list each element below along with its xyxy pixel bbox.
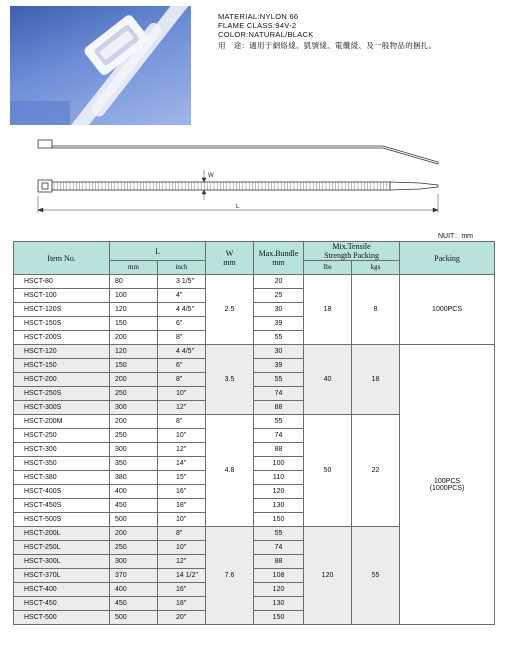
header-l-mm: mm: [110, 261, 158, 275]
bundle-cell: 74: [254, 541, 304, 555]
bundle-cell: 88: [254, 555, 304, 569]
bundle-cell: 20: [254, 275, 304, 289]
length-mm-cell: 400: [110, 485, 158, 499]
width-cell: 7.6: [206, 527, 254, 625]
header-tensile-line2: Strength Packing: [324, 251, 379, 260]
tensile-lbs-cell: 40: [304, 345, 352, 415]
item-no-cell: HSCT-370L: [14, 569, 110, 583]
length-mm-cell: 250: [110, 541, 158, 555]
length-inch-cell: 8": [158, 373, 206, 387]
length-mm-cell: 150: [110, 359, 158, 373]
bundle-cell: 39: [254, 359, 304, 373]
cable-tie-drawing: [28, 136, 448, 216]
bundle-cell: 130: [254, 597, 304, 611]
item-no-cell: HSCT-500S: [14, 513, 110, 527]
item-no-cell: HSCT-300S: [14, 401, 110, 415]
bundle-cell: 120: [254, 583, 304, 597]
length-inch-cell: 15": [158, 471, 206, 485]
length-mm-cell: 200: [110, 415, 158, 429]
item-no-cell: HSCT-250S: [14, 387, 110, 401]
item-no-cell: HSCT-120S: [14, 303, 110, 317]
spec-text: [218, 12, 436, 50]
header-max-bundle: [254, 242, 304, 275]
length-inch-cell: 4 4/5": [158, 303, 206, 317]
bundle-cell: 55: [254, 373, 304, 387]
length-mm-cell: 150: [110, 317, 158, 331]
length-inch-cell: 12": [158, 443, 206, 457]
item-no-cell: HSCT-150S: [14, 317, 110, 331]
length-inch-cell: 10": [158, 541, 206, 555]
tensile-kgs-cell: 8: [352, 275, 400, 345]
material-line: MATERIAL:NYLON 66: [218, 12, 299, 21]
length-mm-cell: 380: [110, 471, 158, 485]
table-row: [14, 275, 495, 289]
length-mm-cell: 120: [110, 345, 158, 359]
item-no-cell: HSCT-100: [14, 289, 110, 303]
length-inch-cell: 3 1/5": [158, 275, 206, 289]
item-no-cell: HSCT-300L: [14, 555, 110, 569]
length-mm-cell: 500: [110, 611, 158, 625]
length-inch-cell: 18": [158, 499, 206, 513]
packing-line2: (1000PCS): [429, 484, 465, 492]
length-inch-cell: 10": [158, 429, 206, 443]
top-view: [38, 180, 438, 192]
length-inch-cell: 18": [158, 597, 206, 611]
item-no-cell: HSCT-120: [14, 345, 110, 359]
length-mm-cell: 100: [110, 289, 158, 303]
item-no-cell: HSCT-200S: [14, 331, 110, 345]
length-inch-cell: 10": [158, 513, 206, 527]
item-no-cell: HSCT-450S: [14, 499, 110, 513]
tensile-lbs-cell: 50: [304, 415, 352, 527]
bundle-cell: 55: [254, 527, 304, 541]
header-w: [206, 242, 254, 275]
item-no-cell: HSCT-200L: [14, 527, 110, 541]
packing-cell: [400, 345, 495, 625]
length-inch-cell: 8": [158, 527, 206, 541]
item-no-cell: HSCT-380: [14, 471, 110, 485]
bundle-cell: 88: [254, 401, 304, 415]
length-mm-cell: 400: [110, 583, 158, 597]
flame-class-line: FLAME CLASS:94V-2: [218, 21, 297, 30]
bundle-cell: 150: [254, 513, 304, 527]
packing-cell: 1000PCS: [400, 275, 495, 345]
length-mm-cell: 300: [110, 555, 158, 569]
length-mm-cell: 350: [110, 457, 158, 471]
header-packing: Packing: [400, 242, 495, 275]
bundle-cell: 120: [254, 485, 304, 499]
item-no-cell: HSCT-150: [14, 359, 110, 373]
usage-line: 用 途：適用于網絡綫、凱號綫、電纜綫、及一般物品的捆扎。: [218, 41, 437, 50]
header-item-no: Item No.: [14, 242, 110, 275]
bundle-cell: 74: [254, 387, 304, 401]
bundle-cell: 88: [254, 443, 304, 457]
header-w-label: W: [225, 249, 234, 258]
header-l: L: [110, 242, 206, 261]
item-no-cell: HSCT-80: [14, 275, 110, 289]
bundle-cell: 110: [254, 471, 304, 485]
width-cell: 3.5: [206, 345, 254, 415]
bundle-cell: 74: [254, 429, 304, 443]
w-label: W: [208, 173, 214, 179]
width-cell: 2.5: [206, 275, 254, 345]
bundle-cell: 55: [254, 415, 304, 429]
length-inch-cell: 4 4/5": [158, 345, 206, 359]
spec-table-body: [14, 275, 495, 625]
tensile-kgs-cell: 22: [352, 415, 400, 527]
item-no-cell: HSCT-200M: [14, 415, 110, 429]
length-mm-cell: 120: [110, 303, 158, 317]
bundle-cell: 130: [254, 499, 304, 513]
header-tensile: [304, 242, 400, 261]
header-bundle-unit: mm: [272, 258, 285, 267]
header-kgs: kgs: [352, 261, 400, 275]
length-inch-cell: 14": [158, 457, 206, 471]
length-mm-cell: 500: [110, 513, 158, 527]
item-no-cell: HSCT-250L: [14, 541, 110, 555]
length-inch-cell: 12": [158, 555, 206, 569]
bundle-cell: 150: [254, 611, 304, 625]
length-inch-cell: 14 1/2": [158, 569, 206, 583]
item-no-cell: HSCT-200: [14, 373, 110, 387]
tensile-lbs-cell: 120: [304, 527, 352, 625]
length-mm-cell: 450: [110, 499, 158, 513]
bundle-cell: 39: [254, 317, 304, 331]
header-tensile-line1: Mix.Tensile: [332, 242, 371, 251]
header-lbs: lbs: [304, 261, 352, 275]
length-mm-cell: 80: [110, 275, 158, 289]
length-mm-cell: 300: [110, 443, 158, 457]
length-inch-cell: 6": [158, 359, 206, 373]
bundle-cell: 30: [254, 303, 304, 317]
bundle-cell: 25: [254, 289, 304, 303]
side-view: [38, 140, 438, 164]
item-no-cell: HSCT-500: [14, 611, 110, 625]
color-line: COLOR:NATURAL/BLACK: [218, 30, 314, 39]
length-mm-cell: 450: [110, 597, 158, 611]
length-inch-cell: 8": [158, 415, 206, 429]
length-mm-cell: 200: [110, 373, 158, 387]
item-no-cell: HSCT-350: [14, 457, 110, 471]
length-inch-cell: 10": [158, 387, 206, 401]
header-l-inch: inch: [158, 261, 206, 275]
bundle-cell: 55: [254, 331, 304, 345]
item-no-cell: HSCT-400S: [14, 485, 110, 499]
spec-table: [13, 241, 495, 625]
cable-tie-photo: [10, 6, 191, 125]
length-mm-cell: 250: [110, 429, 158, 443]
tensile-kgs-cell: 55: [352, 527, 400, 625]
width-cell: 4.8: [206, 415, 254, 527]
length-inch-cell: 6": [158, 317, 206, 331]
header-bundle-label: Max.Bundle: [258, 249, 299, 258]
item-no-cell: HSCT-300: [14, 443, 110, 457]
length-mm-cell: 200: [110, 527, 158, 541]
length-mm-cell: 370: [110, 569, 158, 583]
tensile-lbs-cell: 18: [304, 275, 352, 345]
item-no-cell: HSCT-400: [14, 583, 110, 597]
bundle-cell: 108: [254, 569, 304, 583]
bundle-cell: 100: [254, 457, 304, 471]
item-no-cell: HSCT-450: [14, 597, 110, 611]
length-mm-cell: 300: [110, 401, 158, 415]
length-mm-cell: 200: [110, 331, 158, 345]
table-row: [14, 345, 495, 359]
unit-label: NUIT：mm: [438, 233, 473, 240]
l-label: L: [236, 204, 240, 210]
length-inch-cell: 4": [158, 289, 206, 303]
length-inch-cell: 8": [158, 331, 206, 345]
length-inch-cell: 16": [158, 583, 206, 597]
length-inch-cell: 12": [158, 401, 206, 415]
item-no-cell: HSCT-250: [14, 429, 110, 443]
length-inch-cell: 20": [158, 611, 206, 625]
product-photo: [10, 6, 191, 125]
packing-line1: 100PCS: [433, 477, 461, 485]
length-mm-cell: 250: [110, 387, 158, 401]
bundle-cell: 30: [254, 345, 304, 359]
tensile-kgs-cell: 18: [352, 345, 400, 415]
header-w-unit: mm: [223, 258, 236, 267]
length-inch-cell: 16": [158, 485, 206, 499]
